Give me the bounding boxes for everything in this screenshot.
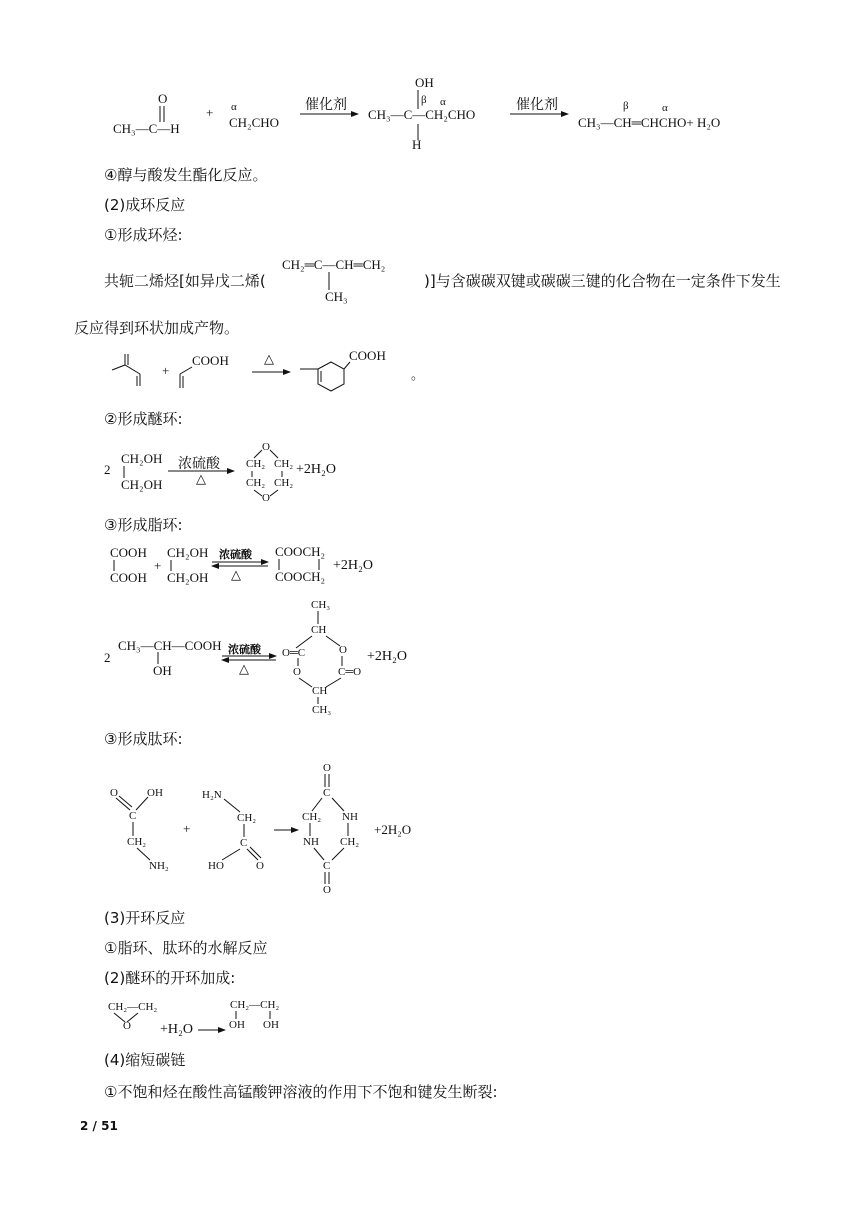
glycine-b-ch2: CH₂ <box>237 812 257 824</box>
lactic-acid-oh: OH <box>153 663 172 678</box>
dkp-o-bottom: O <box>323 884 331 896</box>
lactide-ch3-top: CH₃ <box>311 599 331 611</box>
conjugated-diene-suffix: )]与含碳碳双键或碳碳三键的化合物在一定条件下发生 <box>424 272 781 290</box>
dkp-nh-right: NH <box>342 811 358 823</box>
hydrogen-label: H <box>412 137 422 152</box>
glycol-top: CH₂OH <box>167 545 209 560</box>
dkp-ch2-left: CH₂ <box>302 811 322 823</box>
plus-sign: + <box>206 105 214 120</box>
dioxane-ch2-d: CH₂ <box>274 477 294 489</box>
lactide-o-right: O <box>339 644 347 656</box>
beta-label-2: β <box>623 100 629 112</box>
ether-opening-heading: (2)醚环的开环加成: <box>104 969 236 987</box>
oxalic-acid-top: COOH <box>110 545 147 560</box>
water-product-4: +2H₂O <box>374 822 412 837</box>
plus-sign-4: + <box>183 821 191 836</box>
glycine-b-o: O <box>256 860 264 872</box>
heat-symbol: △ <box>264 351 274 366</box>
glycine-a-c: C <box>129 810 137 822</box>
catalyst-label-2: 催化剂 <box>516 97 558 113</box>
dkp-o-top: O <box>323 762 331 774</box>
dioxane-ch2-c: CH₂ <box>246 477 266 489</box>
glycine-a-o: O <box>110 787 118 799</box>
reagent-label-2: 浓硫酸 <box>219 548 252 561</box>
water-product-2: +2H₂O <box>333 558 373 573</box>
lactide-o-left: O <box>293 666 301 678</box>
water-product: +2H₂O <box>296 462 336 477</box>
glycine-a-ch2: CH₂ <box>127 836 147 848</box>
dkp-nh-left: NH <box>303 836 319 848</box>
hydrolysis-text: ①脂环、肽环的水解反应 <box>104 939 268 957</box>
page-number: 2 / 51 <box>80 1119 118 1133</box>
esterification-text: ④醇与酸发生酯化反应。 <box>104 166 268 184</box>
ester-product-top: COOCH₂ <box>275 544 326 559</box>
lactide-c-o-right: C═O <box>338 666 362 678</box>
peptide-ring-heading: ③形成肽环: <box>104 730 183 748</box>
water-product-3: +2H₂O <box>367 649 407 664</box>
ester-ring-heading: ③形成脂环: <box>104 516 183 534</box>
alpha-label: α <box>231 101 237 113</box>
lactide-ch3-bottom: CH₃ <box>312 704 332 716</box>
plus-sign-2: + <box>162 363 170 378</box>
plus-sign-3: + <box>154 558 162 573</box>
lactide-ch-top: CH <box>311 624 327 636</box>
dioxane-ch2-b: CH₂ <box>274 458 294 470</box>
ethylene-glycol-bottom: CH₂OH <box>121 477 163 492</box>
glycine-a-oh: OH <box>147 787 163 799</box>
isoprene-formula: CH₂═C—CH═CH₂ <box>282 257 386 272</box>
catalyst-label: 催化剂 <box>305 97 347 113</box>
lactic-acid: CH₃—CH—COOH <box>118 638 222 653</box>
dioxane-ch2-a: CH₂ <box>246 458 266 470</box>
glycol-bottom: CH₂OH <box>167 570 209 585</box>
heat-symbol-2: △ <box>196 471 206 486</box>
shorten-chain-heading: (4)缩短碳链 <box>104 1051 186 1069</box>
epoxide-oxygen: O <box>123 1020 131 1032</box>
isoprene-methyl: CH₃ <box>325 289 348 304</box>
heat-symbol-3: △ <box>231 567 241 582</box>
coefficient: 2 <box>104 462 111 477</box>
dkp-ch2-right: CH₂ <box>340 836 360 848</box>
dioxane-oxygen-bottom: O <box>262 492 270 504</box>
unsaturated-cleavage-text: ①不饱和烃在酸性高锰酸钾溶液的作用下不饱和键发生断裂: <box>104 1083 498 1101</box>
lactide-c-o-left: O═C <box>282 647 306 659</box>
glycol-product: CH₂—CH₂ <box>230 999 280 1011</box>
glycine-a-nh2: NH₂ <box>149 860 169 872</box>
glycine-b-ho: HO <box>208 860 224 872</box>
acetaldehyde-reagent: CH₂CHO <box>229 115 280 130</box>
oxalic-acid-bottom: COOH <box>110 570 147 585</box>
glycine-b-c: C <box>240 837 248 849</box>
dkp-c-bottom: C <box>323 860 331 872</box>
conjugated-diene-line2: 反应得到环状加成产物。 <box>74 319 240 337</box>
glycol-oh-2: OH <box>263 1019 279 1031</box>
ether-ring-heading: ②形成醚环: <box>104 410 183 428</box>
ester-product-bottom: COOCH₂ <box>275 569 326 584</box>
alpha-label-2: α <box>440 96 446 108</box>
reagent-label: 浓硫酸 <box>178 456 220 472</box>
conjugated-diene-prefix: 共轭二烯烃[如异戊二烯( <box>104 272 266 290</box>
glycine-b-h2n: H₂N <box>202 789 222 801</box>
period-mark: 。 <box>411 367 425 382</box>
beta-label: β <box>421 94 427 106</box>
lactide-ch-bottom: CH <box>312 685 328 697</box>
alpha-label-3: α <box>662 102 668 114</box>
epoxide-ch2-ch2: CH₂—CH₂ <box>108 1001 158 1013</box>
dioxane-oxygen-top: O <box>262 441 270 453</box>
water-reagent: +H₂O <box>160 1022 193 1037</box>
aldehyde-oxygen: O <box>158 91 168 106</box>
cyclo-alkene-heading: ①形成环烃: <box>104 226 183 244</box>
dkp-c-top: C <box>323 787 331 799</box>
ethylene-glycol-top: CH₂OH <box>121 451 163 466</box>
ring-opening-heading: (3)开环反应 <box>104 909 186 927</box>
coefficient-2: 2 <box>104 650 111 665</box>
reagent-label-3: 浓硫酸 <box>228 643 261 656</box>
glycol-oh-1: OH <box>229 1019 245 1031</box>
hydroxyl-label: OH <box>415 75 434 90</box>
heat-symbol-4: △ <box>239 661 249 676</box>
acetaldehyde-formula: CH₃—C—H <box>113 121 180 136</box>
product-cooh: COOH <box>349 348 386 363</box>
acrylic-acid-cooh: COOH <box>192 353 229 368</box>
ring-forming-heading: (2)成环反应 <box>104 196 186 214</box>
crotonaldehyde-product: CH₃—CH═CHCHO+ H₂O <box>578 115 721 130</box>
aldol-product: CH₃—C—CH₂CHO <box>368 107 476 122</box>
